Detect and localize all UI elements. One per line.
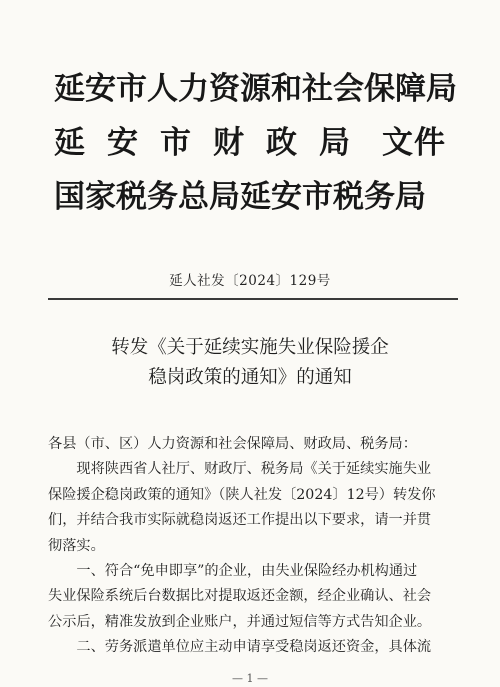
addressee: 各县（市、区）人力资源和社会保障局、财政局、税务局： bbox=[48, 436, 417, 452]
document-header bbox=[0, 0, 500, 240]
file-label: 文件 bbox=[382, 125, 446, 161]
title-line-1: 转发《关于延续实施失业保险援企 bbox=[111, 337, 389, 358]
paragraph-1 bbox=[48, 457, 458, 559]
agency-name-finance-char: 财 bbox=[213, 125, 266, 161]
paragraph-3 bbox=[48, 635, 458, 660]
agency-name-finance bbox=[54, 126, 372, 160]
agency-name-finance-char: 延 bbox=[54, 125, 107, 161]
paragraph-line: 彻落实。 bbox=[48, 537, 105, 554]
document-body bbox=[48, 432, 458, 661]
page-number: — 1 — bbox=[232, 672, 268, 685]
paragraph-line: 保险援企稳岗政策的通知》（陕人社发〔2024〕12号）转发你 bbox=[48, 486, 436, 503]
agency-name-finance-char: 安 bbox=[107, 125, 160, 161]
paragraph-line: 二、劳务派遣单位应主动申请享受稳岗返还资金，具体流 bbox=[76, 639, 432, 656]
title-line-2: 稳岗政策的通知》的通知 bbox=[148, 367, 352, 388]
agency-name-hrss: 延安市人力资源和社会保障局 bbox=[54, 71, 457, 107]
document-title bbox=[0, 333, 500, 393]
agency-name-finance-char: 政 bbox=[266, 125, 319, 161]
paragraph-2 bbox=[48, 559, 458, 635]
document-number: 延人社发〔2024〕129号 bbox=[169, 273, 331, 289]
header-divider bbox=[48, 298, 458, 300]
agency-name-tax: 国家税务总局延安市税务局 bbox=[54, 179, 426, 215]
paragraph-line: 失业保险系统后台数据比对提取返还金额，经企业确认、社会 bbox=[48, 588, 432, 605]
paragraph-line: 们，并结合我市实际就稳岗返还工作提出以下要求，请一并贯 bbox=[48, 512, 432, 529]
agency-name-finance-char: 局 bbox=[319, 125, 372, 161]
paragraph-line: 现将陕西省人社厅、财政厅、税务局《关于延续实施失业 bbox=[76, 461, 432, 478]
paragraph-line: 公示后，精准发放到企业账户，并通过短信等方式告知企业。 bbox=[48, 613, 432, 630]
agency-name-finance-char: 市 bbox=[160, 125, 213, 161]
paragraph-line: 一、符合“免申即享”的企业，由失业保险经办机构通过 bbox=[76, 563, 418, 580]
